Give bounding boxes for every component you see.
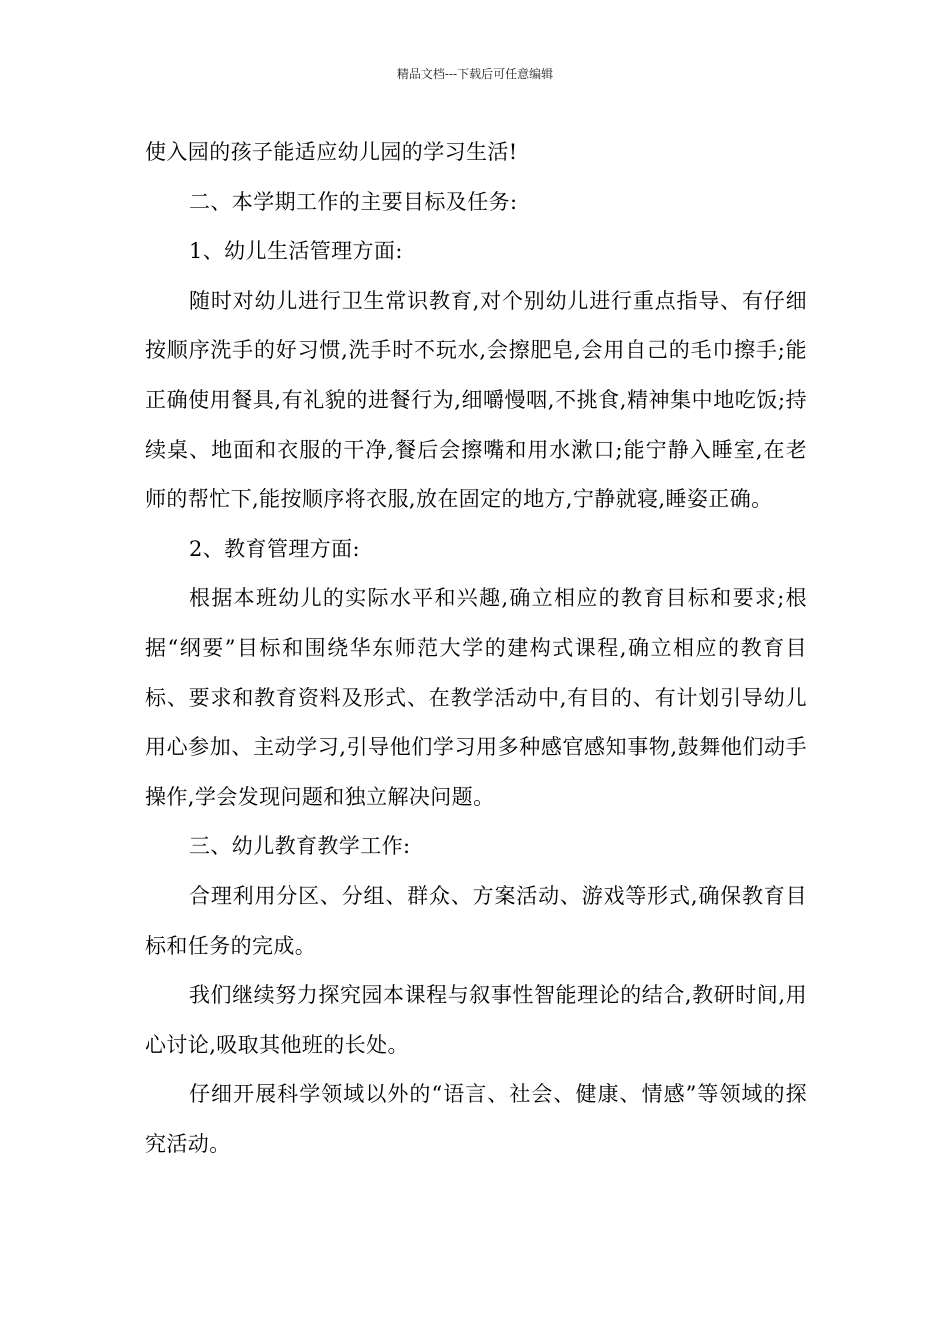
section-heading-goals: 二、本学期工作的主要目标及任务:	[189, 189, 518, 214]
paragraph-education-management: 根据本班幼儿的实际水平和兴趣,确立相应的教育目标和要求;根据“纲要”目标和围绕华东师范大学的建构式课程,确立相应的教育目标、要求和教育资料及形式、在教学活动中,有目的、有计划引导幼儿用心参加、主动学习,引导他们学习用多种感官感知事物,鼓舞他们动手操作,学会发现问题和独立解决问题。	[145, 586, 807, 809]
paragraph-life-management: 随时对幼儿进行卫生常识教育,对个别幼儿进行重点指导、有仔细按顺序洗手的好习惯,洗手时不玩水,会擦肥皂,会用自己的毛巾擦手;能正确使用餐具,有礼貌的进餐行为,细嚼慢咽,不挑食,精神集中地吃饭;持续桌、地面和衣服的干净,餐后会擦嘴和用水漱口;能宁静入睡室,在老师的帮忙下,能按顺序将衣服,放在固定的地方,宁静就寝,睡姿正确。	[145, 288, 807, 512]
subheading-life-management: 1、幼儿生活管理方面:	[189, 239, 403, 264]
section-heading-teaching: 三、幼儿教育教学工作:	[189, 834, 411, 859]
paragraph-curriculum-research: 我们继续努力探究园本课程与叙事性智能理论的结合,教研时间,用心讨论,吸取其他班的长处。	[145, 983, 807, 1057]
subheading-education-management: 2、教育管理方面:	[189, 536, 361, 561]
paragraph-teaching-forms: 合理利用分区、分组、群众、方案活动、游戏等形式,确保教育目标和任务的完成。	[145, 883, 807, 958]
paragraph-continuation: 使入园的孩子能适应幼儿园的学习生活!	[145, 140, 518, 164]
paragraph-other-domains: 仔细开展科学领域以外的“语言、社会、健康、情感”等领域的探究活动。	[145, 1082, 807, 1156]
document-body	[145, 128, 807, 1169]
page-header: 精品文档---下载后可任意编辑	[396, 67, 554, 81]
